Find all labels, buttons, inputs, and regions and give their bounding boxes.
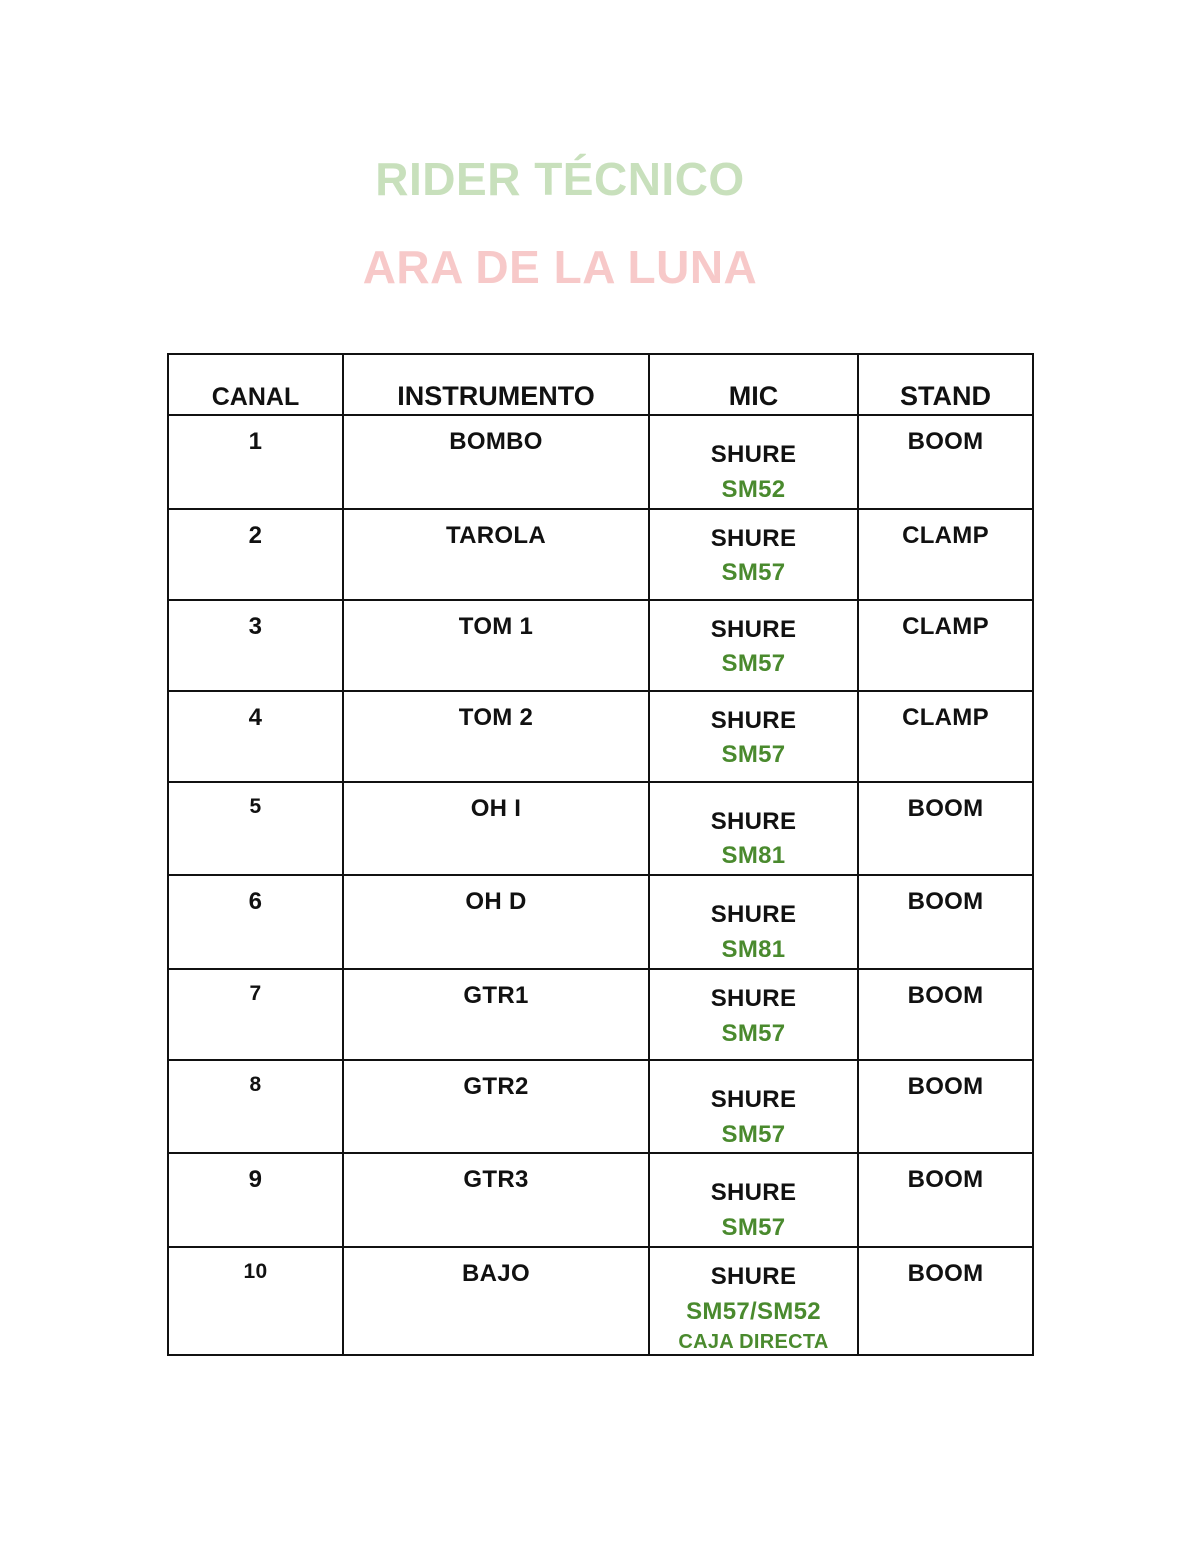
table-row bbox=[168, 1247, 1033, 1355]
canal-cell bbox=[168, 415, 343, 509]
stand-value: BOOM bbox=[907, 1072, 984, 1100]
instrumento-value: GTR2 bbox=[463, 1072, 529, 1100]
stand-cell bbox=[858, 509, 1033, 600]
column-header-mic: MIC bbox=[649, 354, 858, 415]
stand-cell bbox=[858, 1247, 1033, 1355]
stand-cell bbox=[858, 875, 1033, 969]
table-row bbox=[168, 600, 1033, 691]
mic-cell bbox=[649, 875, 858, 969]
mic-brand: SHURE bbox=[710, 984, 797, 1012]
stand-cell bbox=[858, 691, 1033, 782]
mic-cell bbox=[649, 1060, 858, 1154]
column-header-stand: STAND bbox=[858, 354, 1033, 415]
canal-value: 3 bbox=[248, 612, 263, 640]
stand-value: BOOM bbox=[907, 981, 984, 1009]
mic-cell bbox=[649, 782, 858, 876]
mic-extra: CAJA DIRECTA bbox=[678, 1330, 829, 1353]
stand-value: CLAMP bbox=[902, 521, 989, 549]
mic-model: SM57 bbox=[721, 650, 786, 678]
table-body bbox=[168, 415, 1033, 1355]
mic-model: SM81 bbox=[721, 842, 786, 870]
table-row bbox=[168, 875, 1033, 969]
instrumento-cell bbox=[343, 415, 649, 509]
canal-cell bbox=[168, 600, 343, 691]
table-row bbox=[168, 415, 1033, 509]
instrumento-value: TOM 1 bbox=[458, 612, 534, 640]
stand-value: BOOM bbox=[907, 794, 984, 822]
stand-cell bbox=[858, 969, 1033, 1060]
table-row bbox=[168, 969, 1033, 1060]
instrumento-cell bbox=[343, 1153, 649, 1247]
canal-cell bbox=[168, 969, 343, 1060]
mic-model: SM52 bbox=[721, 475, 786, 503]
mic-cell bbox=[649, 1153, 858, 1247]
canal-cell bbox=[168, 1247, 343, 1355]
channel-list-table bbox=[167, 353, 1034, 1356]
canal-value: 9 bbox=[248, 1166, 263, 1194]
mic-brand: SHURE bbox=[710, 1179, 797, 1207]
mic-cell bbox=[649, 600, 858, 691]
stand-value: BOOM bbox=[907, 1166, 984, 1194]
instrumento-cell bbox=[343, 1247, 649, 1355]
canal-cell bbox=[168, 875, 343, 969]
mic-brand: SHURE bbox=[710, 901, 797, 929]
stand-cell bbox=[858, 415, 1033, 509]
header-row bbox=[168, 354, 1033, 415]
stand-value: BOOM bbox=[907, 1259, 984, 1287]
canal-value: 2 bbox=[248, 521, 263, 549]
stand-value: BOOM bbox=[907, 428, 984, 455]
instrumento-cell bbox=[343, 782, 649, 876]
instrumento-cell bbox=[343, 600, 649, 691]
canal-cell bbox=[168, 1153, 343, 1247]
mic-cell bbox=[649, 415, 858, 509]
mic-model: SM57 bbox=[721, 1214, 786, 1242]
mic-brand: SHURE bbox=[710, 524, 797, 552]
stand-value: CLAMP bbox=[902, 612, 989, 640]
canal-value: 7 bbox=[249, 981, 262, 1005]
canal-value: 4 bbox=[248, 703, 263, 731]
column-header-instrumento: INSTRUMENTO bbox=[343, 354, 649, 415]
table-row bbox=[168, 1060, 1033, 1154]
band-name: ARA DE LA LUNA bbox=[362, 241, 758, 293]
instrumento-value: TOM 2 bbox=[458, 703, 534, 731]
mic-cell bbox=[649, 509, 858, 600]
table-row bbox=[168, 691, 1033, 782]
mic-model: SM57 bbox=[721, 1120, 786, 1148]
mic-cell bbox=[649, 691, 858, 782]
instrumento-cell bbox=[343, 969, 649, 1060]
mic-model: SM57 bbox=[721, 559, 786, 587]
mic-cell bbox=[649, 969, 858, 1060]
canal-cell bbox=[168, 782, 343, 876]
document-title: RIDER TÉCNICO bbox=[375, 153, 745, 205]
canal-value: 6 bbox=[248, 888, 263, 916]
mic-model: SM57 bbox=[721, 1019, 786, 1047]
instrumento-value: GTR1 bbox=[463, 981, 529, 1009]
mic-model: SM57 bbox=[721, 741, 786, 769]
table-row bbox=[168, 1153, 1033, 1247]
instrumento-cell bbox=[343, 691, 649, 782]
mic-brand: SHURE bbox=[710, 807, 797, 835]
canal-value: 8 bbox=[249, 1072, 262, 1096]
mic-brand: SHURE bbox=[710, 441, 797, 468]
instrumento-cell bbox=[343, 509, 649, 600]
instrumento-cell bbox=[343, 1060, 649, 1154]
canal-cell bbox=[168, 509, 343, 600]
stand-value: CLAMP bbox=[902, 703, 989, 731]
table-header bbox=[168, 354, 1033, 415]
canal-cell bbox=[168, 1060, 343, 1154]
stand-value: BOOM bbox=[907, 888, 984, 916]
mic-model: SM57/SM52 bbox=[686, 1297, 821, 1325]
instrumento-cell bbox=[343, 875, 649, 969]
mic-brand: SHURE bbox=[710, 615, 797, 643]
column-header-canal: CANAL bbox=[168, 354, 343, 415]
mic-cell bbox=[649, 1247, 858, 1355]
instrumento-value: GTR3 bbox=[463, 1166, 529, 1194]
instrumento-value: TAROLA bbox=[445, 521, 546, 549]
canal-cell bbox=[168, 691, 343, 782]
mic-brand: SHURE bbox=[710, 706, 797, 734]
instrumento-value: BAJO bbox=[462, 1259, 530, 1287]
canal-value: 1 bbox=[248, 428, 263, 455]
table-row bbox=[168, 509, 1033, 600]
stand-cell bbox=[858, 1060, 1033, 1154]
instrumento-value: OH D bbox=[465, 888, 527, 916]
instrumento-value: OH I bbox=[470, 794, 522, 822]
mic-brand: SHURE bbox=[710, 1085, 797, 1113]
table-row bbox=[168, 782, 1033, 876]
stand-cell bbox=[858, 1153, 1033, 1247]
canal-value: 5 bbox=[249, 794, 262, 818]
mic-model: SM81 bbox=[721, 935, 786, 963]
canal-value: 10 bbox=[243, 1259, 268, 1283]
stand-cell bbox=[858, 600, 1033, 691]
mic-brand: SHURE bbox=[710, 1262, 797, 1290]
stand-cell bbox=[858, 782, 1033, 876]
instrumento-value: BOMBO bbox=[449, 428, 543, 455]
